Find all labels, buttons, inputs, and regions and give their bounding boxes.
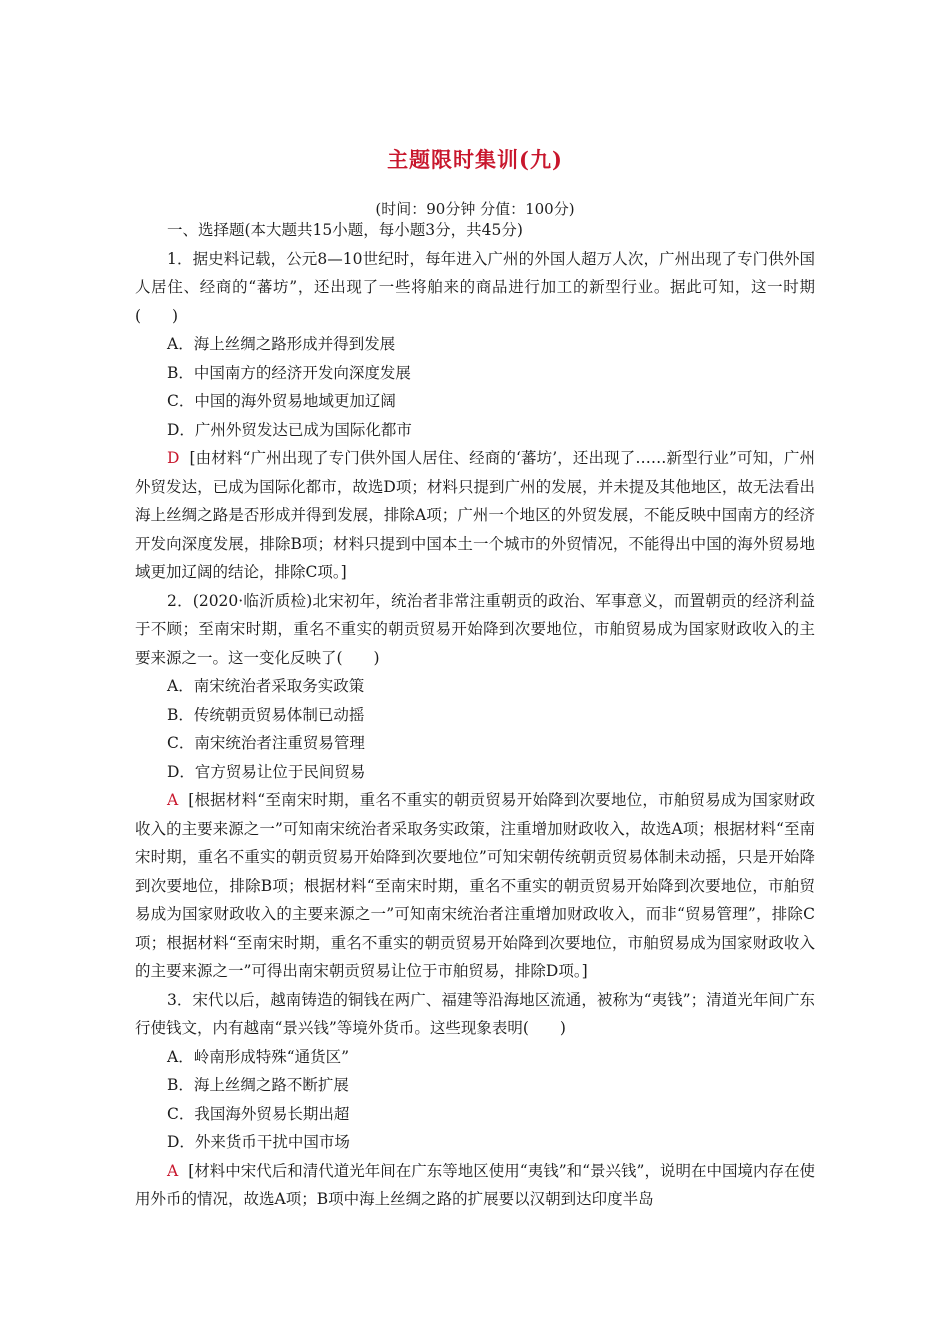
option-a: A．海上丝绸之路形成并得到发展 (167, 335, 396, 353)
option-c: C．中国的海外贸易地域更加辽阔 (167, 392, 396, 410)
explanation-text: [根据材料“至南宋时期，重名不重实的朝贡贸易开始降到次要地位，市舶贸易成为国家财政收入的主要来源之一”可知南宋统治者采取务实政策，注重增加财政收入，故选A项；根据材料“至南宋时期，重名不重实的朝贡贸易开始降到次要地位”可知宋朝传统朝贡贸易体制未动摇，只是开始降到次要地位，排除B项；根据材料“至南宋时期，重名不重实的朝贡贸易开始降到次要地位，市舶贸易成为国家财政收入的主要来源之一”可知南宋统治者注重增加财政收入，而非“贸易管理”，排除C项；根据材料“至南宋时期，重名不重实的朝贡贸易开始降到次要地位，市舶贸易成为国家财政收入的主要来源之一”可得出南宋朝贡贸易让位于市舶贸易，排除D项。] (135, 791, 815, 980)
option-a: A．南宋统治者采取务实政策 (167, 677, 365, 695)
time-score-info: (时间：90分钟 分值：100分) (375, 200, 575, 218)
section-heading: 一、选择题(本大题共15小题，每小题3分，共45分) (167, 221, 523, 239)
option-c: C．我国海外贸易长期出超 (167, 1104, 350, 1123)
question-stem: 2．(2020·临沂质检)北宋初年，统治者非常注重朝贡的政治、军事意义，而置朝贡的经济利益于不顾；至南宋时期，重名不重实的朝贡贸易开始降到次要地位，市舶贸易成为国家财政收入的主要来源之一。这一变化反映了( ) (135, 591, 815, 667)
question-stem: 1．据史料记载，公元8—10世纪时，每年进入广州的外国人超万人次，广州出现了专门供外国人居住、经商的“蕃坊”，还出现了一些将舶来的商品进行加工的新型行业。据此可知，这一时期( ) (135, 249, 815, 325)
answer-explanation (135, 444, 815, 587)
option-a: A．岭南形成特殊“通货区” (167, 1047, 350, 1066)
option-b: B．海上丝绸之路不断扩展 (167, 1076, 349, 1094)
answer-explanation (135, 1157, 815, 1214)
option-d: D．官方贸易让位于民间贸易 (167, 762, 366, 781)
page-title: 主题限时集训(九) (387, 147, 563, 172)
explanation-text: [由材料“广州出现了专门供外国人居住、经商的‘蕃坊’，还出现了……新型行业”可知，广州外贸发达，已成为国际化都市，故选D项；材料只提到广州的发展，并未提及其他地区，故无法看出海上丝绸之路是否形成并得到发展，排除A项；广州一个地区的外贸发展，不能反映中国南方的经济开发向深度发展，排除B项；材料只提到中国本土一个城市的外贸情况，不能得出中国的海外贸易地域更加辽阔的结论，排除C项。] (135, 449, 815, 581)
document-body (135, 216, 815, 1214)
answer-explanation (135, 786, 815, 986)
option-d: D．外来货币干扰中国市场 (167, 1133, 350, 1151)
question-stem: 3．宋代以后，越南铸造的铜钱在两广、福建等沿海地区流通，被称为“夷钱”；清道光年间广东行使钱文，内有越南“景兴钱”等境外货币。这些现象表明( ) (135, 990, 815, 1037)
answer-letter: A (167, 1161, 179, 1180)
explanation-text: [材料中宋代后和清代道光年间在广东等地区使用“夷钱”和“景兴钱”，说明在中国境内存在使用外币的情况，故选A项；B项中海上丝绸之路的扩展要以汉朝到达印度半岛 (135, 1161, 815, 1208)
answer-letter: A (167, 791, 179, 809)
option-c: C．南宋统治者注重贸易管理 (167, 734, 365, 752)
option-b: B．中国南方的经济开发向深度发展 (167, 363, 411, 382)
option-b: B．传统朝贡贸易体制已动摇 (167, 705, 365, 724)
option-d: D．广州外贸发达已成为国际化都市 (167, 420, 412, 439)
answer-letter: D (167, 449, 180, 467)
